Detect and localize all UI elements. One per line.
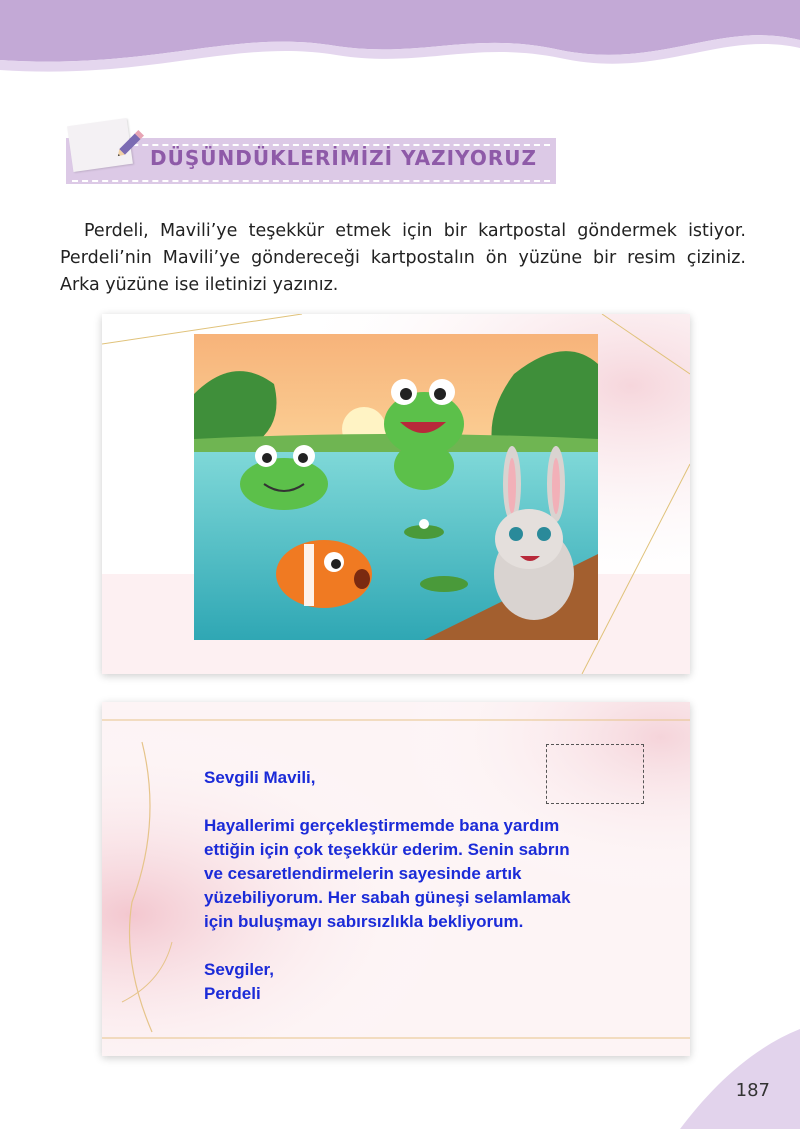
top-wave-decoration (0, 0, 800, 90)
page-number: 187 (735, 1080, 770, 1101)
section-title: DÜŞÜNDÜKLERİMİZİ YAZIYORUZ (150, 146, 537, 170)
instructions-paragraph: Perdeli, Mavili’ye teşekkür etmek için bir kartpostal göndermek istiyor. Perdeli’nin Mavili’ye göndereceği kartpostalın ön yüzüne bir resim çiziniz. Arka yüzüne ise iletinizi yazınız. (60, 221, 746, 295)
postcard-message (204, 766, 644, 1006)
postcard-front-art (102, 314, 690, 674)
message-line: ettiğin için çok teşekkür ederim. Senin sabrın (204, 840, 570, 859)
message-signature: Perdeli (204, 984, 261, 1003)
message-line: için buluşmayı sabırsızlıkla bekliyorum. (204, 912, 524, 931)
message-closing: Sevgiler, (204, 960, 274, 979)
corner-decoration (680, 1029, 800, 1129)
postcard-front (102, 314, 690, 674)
message-line: yüzebiliyorum. Her sabah güneşi selamlamak (204, 888, 571, 907)
message-greeting: Sevgili Mavili, (204, 768, 316, 787)
message-line: Hayallerimi gerçekleştirmemde bana yardım (204, 816, 560, 835)
instructions-text (60, 218, 746, 299)
message-line: ve cesaretlendirmelerin sayesinde artık (204, 864, 522, 883)
pencil-icon (112, 122, 152, 162)
